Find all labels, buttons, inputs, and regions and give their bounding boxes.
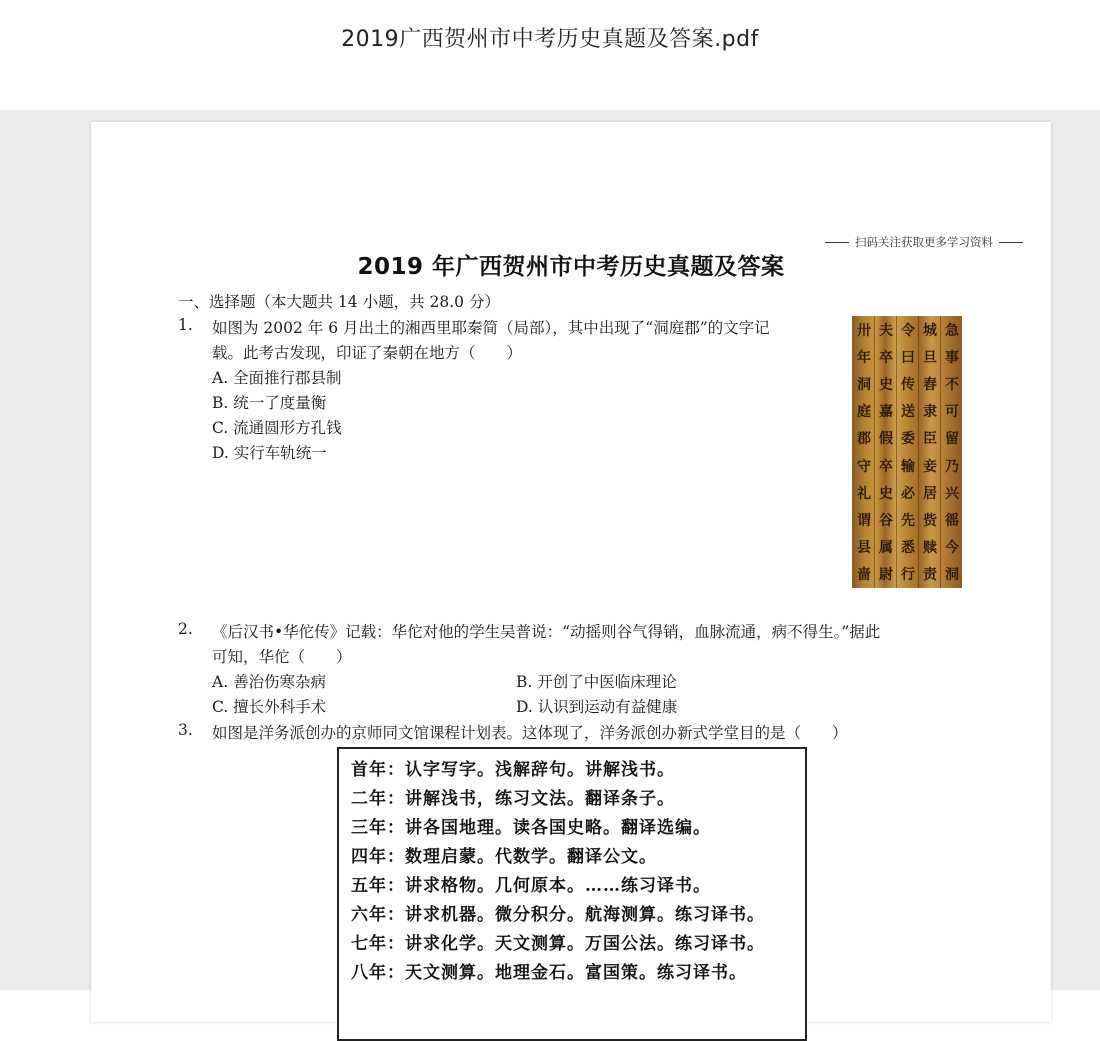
q2-option-d: D. 认识到运动有益健康 [516,698,678,716]
q1-option-b: B. 统一了度量衡 [212,394,327,412]
q1-stem-line2: 载。此考古发现，印证了秦朝在地方（ ） [212,344,523,362]
bamboo-slip-image: 卅 年 洞 庭 郡 守 礼 谓 县 啬 夫 卒 史 嘉 假 卒 史 谷 属 尉 令 曰 传 送 委 输 必 先 悉 行 城 旦 舂 隶 臣 妾 居 赀 赎 责 急 事 不 可 留 乃 兴 徭 今 洞 [852,316,962,588]
q2-number: 2. [178,620,193,638]
file-title: 2019广西贺州市中考历史真题及答案.pdf [341,27,759,52]
q1-number: 1. [178,316,193,334]
q2-stem-line1: 《后汉书•华佗传》记载：华佗对他的学生吴普说：“动摇则谷气得销，血脉流通，病不得生。”据此 [212,623,881,641]
scan-tag-text: 扫码关注获取更多学习资料 [855,235,993,249]
curriculum-row: 八年：天文测算。地理金石。富国策。练习译书。 [351,963,747,983]
q1-stem-line1: 如图为 2002 年 6 月出土的湘西里耶秦简（局部），其中出现了“洞庭郡”的文字记 [212,319,770,337]
viewer-header [0,0,1100,110]
q3-stem-line1: 如图是洋务派创办的京师同文馆课程计划表。这体现了，洋务派创办新式学堂目的是（ ） [212,724,848,742]
curriculum-row: 首年：认字写字。浅解辞句。讲解浅书。 [351,760,675,780]
curriculum-row: 六年：讲求机器。微分积分。航海测算。练习译书。 [351,905,765,925]
curriculum-row: 三年：讲各国地理。读各国史略。翻译选编。 [351,818,711,838]
curriculum-row: 二年：讲解浅书，练习文法。翻译条子。 [351,789,675,809]
doc-title: 2019 年广西贺州市中考历史真题及答案 [357,254,785,280]
q2-option-c: C. 擅长外科手术 [212,698,327,716]
pdf-page [91,122,1051,1022]
q1-option-a: A. 全面推行郡县制 [212,369,342,387]
q3-number: 3. [178,721,193,739]
curriculum-row: 七年：讲求化学。天文测算。万国公法。练习译书。 [351,934,765,954]
q1-option-d: D. 实行车轨统一 [212,444,327,462]
section-heading: 一、选择题（本大题共 14 小题，共 28.0 分） [178,293,500,311]
curriculum-table-image [337,747,807,1041]
q2-stem-line2: 可知，华佗（ ） [212,648,352,666]
curriculum-row: 五年：讲求格物。几何原本。……练习译书。 [351,876,711,896]
curriculum-row: 四年：数理启蒙。代数学。翻译公文。 [351,847,657,867]
q2-option-b: B. 开创了中医临床理论 [516,673,677,691]
q2-option-a: A. 善治伤寒杂病 [212,673,327,691]
q1-option-c: C. 流通圆形方孔钱 [212,419,342,437]
